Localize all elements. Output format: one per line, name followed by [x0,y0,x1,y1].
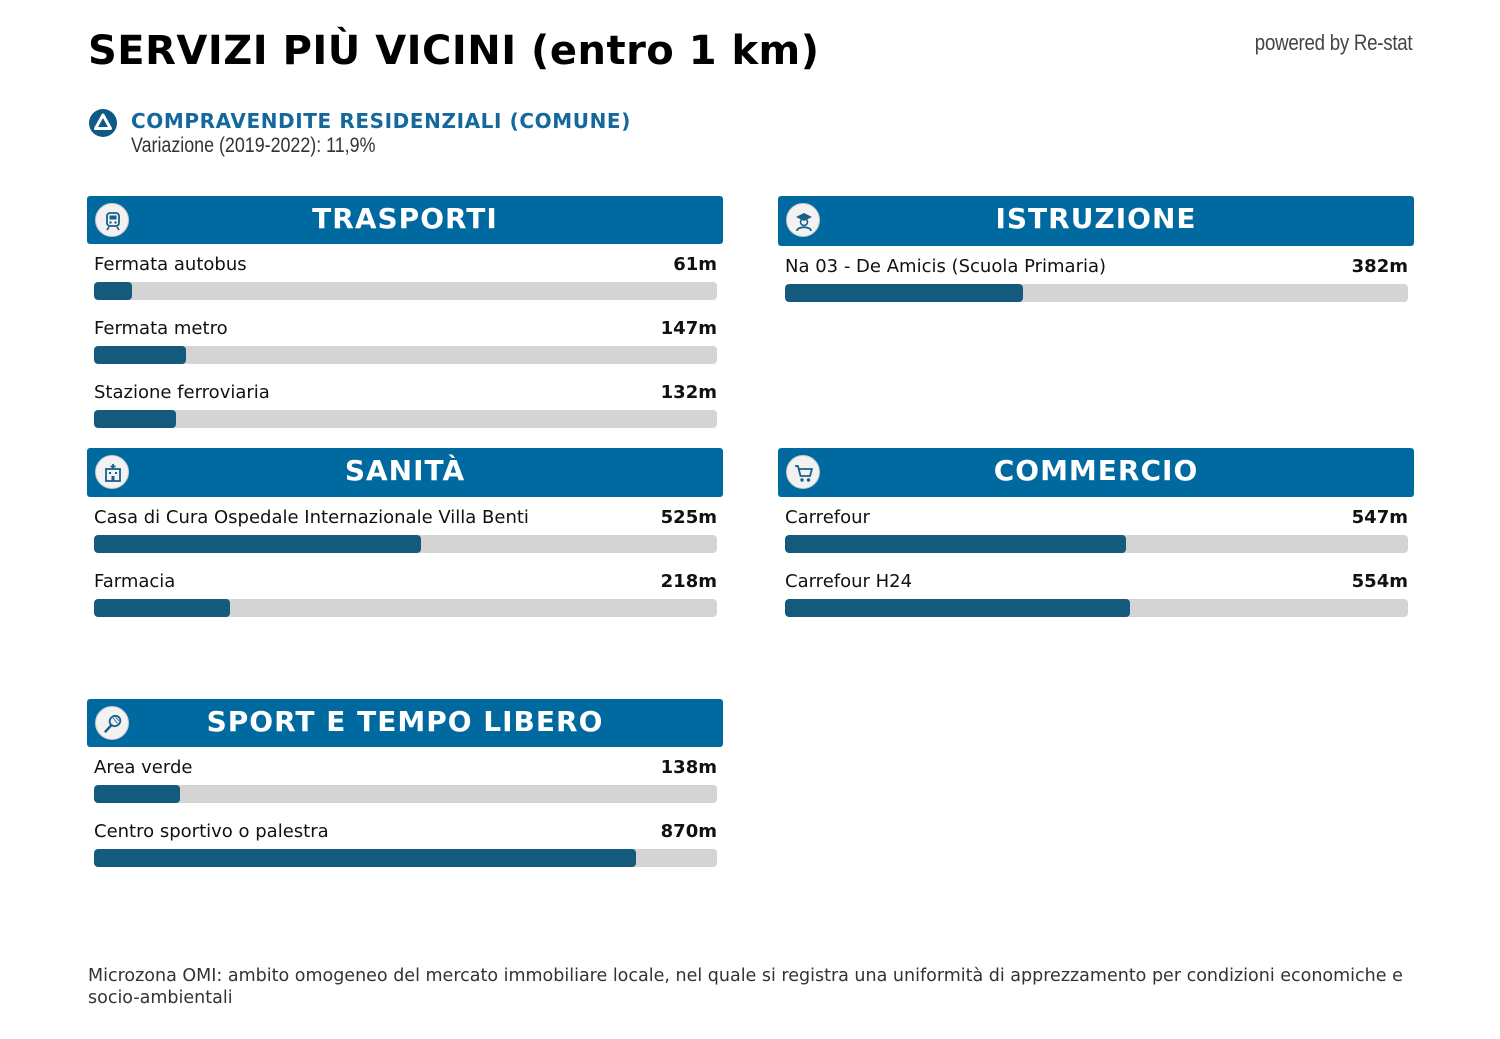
section-items [778,497,1414,625]
service-label: Casa di Cura Ospedale Internazionale Villa Benti [94,507,529,528]
distance-bar [785,599,1130,617]
service-row [87,811,723,875]
distance-bar-track [94,849,717,867]
section-title: SPORT E TEMPO LIBERO [206,705,604,738]
distance-bar [94,785,180,803]
service-label: Fermata autobus [94,254,247,275]
footnote: Microzona OMI: ambito omogeneo del mercato immobiliare locale, nel quale si registra una uniformità di apprezzamento per condizioni economiche e socio-ambientali [88,966,1403,1008]
section-title: SANITÀ [344,454,466,487]
section-items [87,747,723,875]
service-distance: 547m [1351,507,1408,528]
distance-bar [94,282,132,300]
section-header [87,448,723,497]
service-distance: 138m [660,757,717,778]
triangle-up-icon [88,108,118,138]
section-title: ISTRUZIONE [995,202,1197,235]
distance-bar [94,346,186,364]
service-row [87,747,723,811]
section-title: COMMERCIO [993,454,1199,487]
service-row [87,244,723,308]
section-header [87,196,723,244]
section-items [778,246,1414,310]
distance-bar [94,849,636,867]
distance-bar [785,535,1126,553]
service-distance: 554m [1351,571,1408,592]
distance-bar-track [785,535,1408,553]
distance-bar [94,599,230,617]
service-row [87,308,723,372]
section-items [87,244,723,436]
service-distance: 147m [660,318,717,339]
section-header [778,196,1414,246]
service-label: Stazione ferroviaria [94,382,270,403]
section-sanita [87,448,723,625]
service-label: Centro sportivo o palestra [94,821,329,842]
trend-subtitle: Variazione (2019-2022): 11,9% [131,134,376,157]
service-label: Carrefour [785,507,870,528]
service-label: Farmacia [94,571,176,592]
section-items [87,497,723,625]
service-row [778,497,1414,561]
service-row [778,246,1414,310]
service-distance: 870m [660,821,717,842]
service-distance: 132m [660,382,717,403]
service-row [87,497,723,561]
service-distance: 218m [660,571,717,592]
service-label: Carrefour H24 [785,571,913,592]
service-distance: 382m [1351,256,1408,277]
distance-bar-track [94,410,717,428]
distance-bar-track [785,599,1408,617]
section-commercio [778,448,1414,625]
service-distance: 61m [673,254,717,275]
service-label: Na 03 - De Amicis (Scuola Primaria) [785,256,1107,277]
distance-bar [94,535,421,553]
distance-bar [785,284,1023,302]
section-trasporti [87,196,723,436]
distance-bar-track [94,282,717,300]
service-label: Area verde [94,757,193,778]
distance-bar-track [94,535,717,553]
service-row [87,561,723,625]
distance-bar-track [94,785,717,803]
trend-title: COMPRAVENDITE RESIDENZIALI (COMUNE) [131,109,631,133]
section-header [87,699,723,747]
distance-bar-track [94,346,717,364]
service-row [778,561,1414,625]
service-row [87,372,723,436]
section-title: TRASPORTI [312,202,498,235]
section-sport [87,699,723,875]
section-header [778,448,1414,497]
service-label: Fermata metro [94,318,228,339]
service-distance: 525m [660,507,717,528]
distance-bar-track [94,599,717,617]
distance-bar-track [785,284,1408,302]
page-title: SERVIZI PIÙ VICINI (entro 1 km) [88,28,820,74]
section-istruzione [778,196,1414,310]
distance-bar [94,410,176,428]
powered-by: powered by Re-stat [1254,30,1412,55]
